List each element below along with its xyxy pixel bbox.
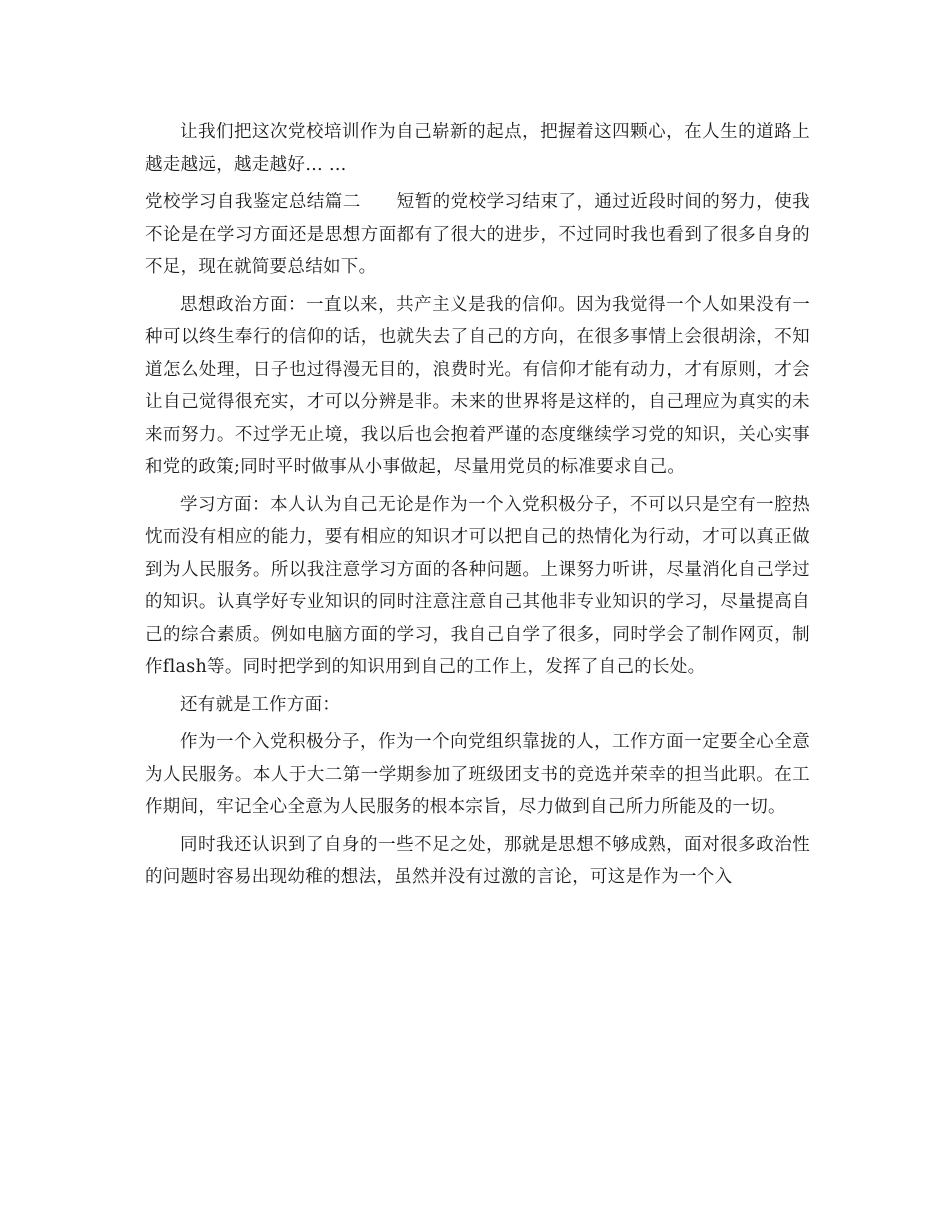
paragraph-closing-line: 让我们把这次党校培训作为自己崭新的起点，把握着这四颗心，在人生的道路上越走越远，越走越好… … (145, 122, 810, 175)
paragraph-section-two-intro: 党校学习自我鉴定总结篇二 短暂的党校学习结束了，通过近段时间的努力，使我不论是在学习方面还是思想方面都有了很大的进步，不过同时我也看到了很多自身的不足，现在就简要总结如下。 (145, 192, 810, 277)
paragraph-study: 学习方面：本人认为自己无论是作为一个入党积极分子，不可以只是空有一腔热忱而没有相应的能力，要有相应的知识才可以把自己的热情化为行动，才可以真正做到为人民服务。所以我注意学习方面的各种问题。上课努力听讲，尽量消化自己学过的知识。认真学好专业知识的同时注意注意自己其他非专业知识的学习，尽量提高自己的综合素质。例如电脑方面的学习，我自己自学了很多，同时学会了制作网页，制作flash等。同时把学到的知识用到自己的工作上，发挥了自己的长处。 (145, 494, 810, 677)
paragraph-ideology-politics: 思想政治方面：一直以来，共产主义是我的信仰。因为我觉得一个人如果没有一种可以终生奉行的信仰的话，也就失去了自己的方向，在很多事情上会很胡涂，不知道怎么处理，日子也过得漫无目的，浪费时光。有信仰才能有动力，才有原则，才会让自己觉得很充实，才可以分辨是非。未来的世界将是这样的，自己理应为真实的未来而努力。不过学无止境，我以后也会抱着严谨的态度继续学习党的知识，关心实事和党的政策;同时平时做事从小事做起，尽量用党员的标准要求自己。 (145, 294, 810, 477)
paragraph-work: 作为一个入党积极分子，作为一个向党组织靠拢的人，工作方面一定要全心全意为人民服务。本人于大二第一学期参加了班级团支书的竞选并荣幸的担当此职。在工作期间，牢记全心全意为人民服务的根本宗旨，尽力做到自己所力所能及的一切。 (145, 732, 810, 817)
document-body (145, 116, 810, 899)
paragraph-shortcomings: 同时我还认识到了自身的一些不足之处，那就是思想不够成熟，面对很多政治性的问题时容易出现幼稚的想法，虽然并没有过激的言论，可这是作为一个入 (145, 834, 810, 887)
paragraph-work-heading: 还有就是工作方面： (180, 694, 341, 715)
